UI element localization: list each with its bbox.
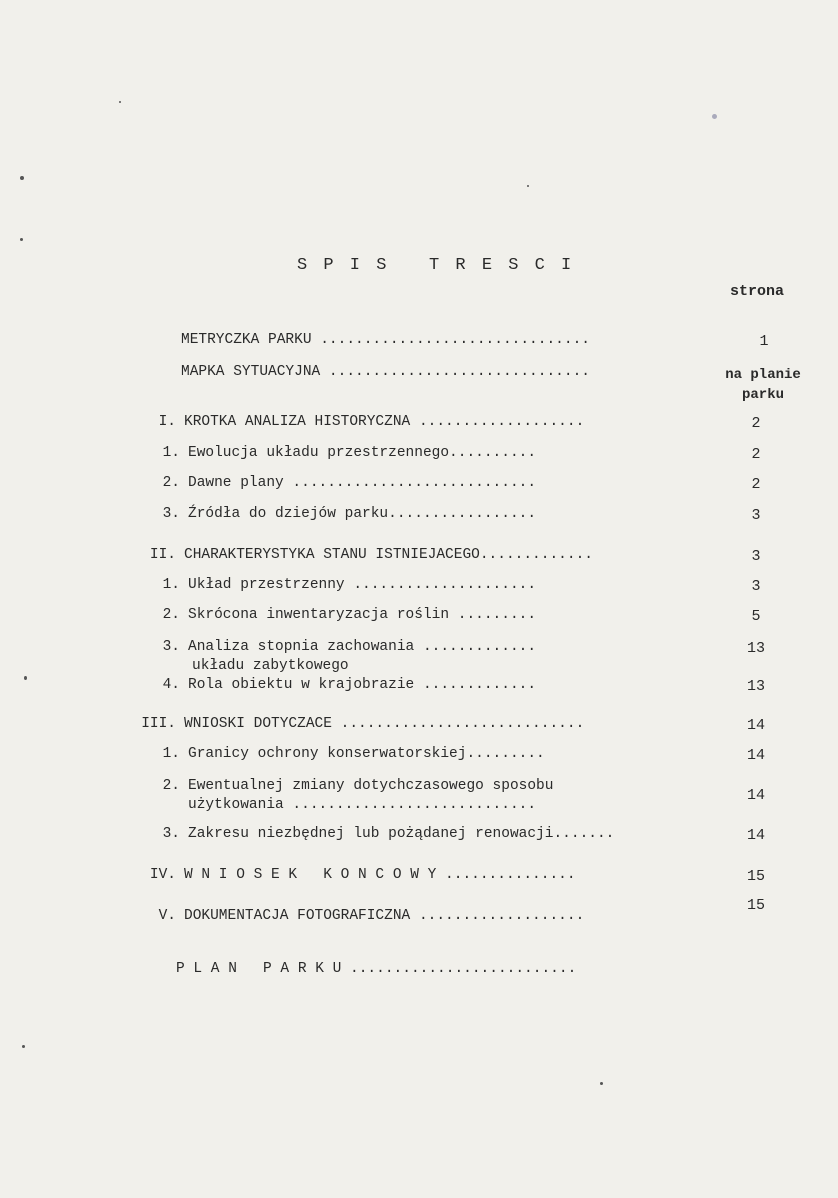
toc-page-number: 14 [746,787,765,804]
toc-entry [132,576,536,595]
toc-section [128,546,593,565]
toc-section-number: I. [158,414,176,430]
toc-entry [132,638,536,676]
toc-entry-text: Granicy ochrony konserwatorskiej......... [188,746,545,762]
toc-entry [132,676,536,695]
toc-page-number: 14 [746,827,765,844]
scan-speck [20,238,23,241]
toc-entry [132,825,614,844]
toc-entry-text: WNIOSKI DOTYCZACE ............................ [184,716,585,732]
toc-entry-text: Źródła do dziejów parku................. [188,506,537,522]
toc-section [128,866,576,885]
toc-section-number: V. [158,908,176,924]
toc-entry-text: P L A N P A R K U .......................... [176,961,577,977]
toc-entry-text: Dawne plany ............................ [188,475,537,491]
toc-page-number: 13 [746,678,765,695]
toc-page-number: 2 [751,476,761,493]
toc-page-number: 15 [746,897,765,914]
toc-entry-text: Układ przestrzenny ..................... [188,577,537,593]
scan-speck [527,185,529,187]
toc-page-number: 14 [746,747,765,764]
toc-page-number: 13 [746,640,765,657]
toc-entry-number: 3. [162,826,180,842]
toc-entry [181,331,590,350]
scan-speck [119,101,121,103]
toc-page-number: 15 [746,868,765,885]
toc-entry [132,745,545,764]
scan-speck [24,676,27,680]
toc-entry-text: Rola obiektu w krajobrazie ............. [188,677,537,693]
toc-page-number: 3 [751,548,761,565]
toc-entry [132,505,536,524]
toc-entry-text: Zakresu niezbędnej lub pożądanej renowacji....... [188,826,615,842]
toc-entry-text-continuation: użytkowania ............................ [188,797,537,813]
toc-entry-number: 1. [162,445,180,461]
toc-page-number: 2 [751,446,761,463]
toc-entry-number: 2. [162,778,180,794]
scan-speck [600,1082,603,1085]
toc-entry-text-continuation: układu zabytkowego [192,658,349,674]
toc-entry-number: 2. [162,607,180,623]
scan-speck [22,1045,25,1048]
toc-entry-number: 3. [162,639,180,655]
toc-entry [132,444,536,463]
toc-section [128,907,584,926]
toc-page-number: na planie parku [725,367,801,403]
toc-page-number: 2 [751,415,761,432]
toc-entry-number: 2. [162,475,180,491]
toc-entry [181,363,590,382]
toc-entry-text: CHARAKTERYSTYKA STANU ISTNIEJACEGO............. [184,547,593,563]
toc-entry-text: METRYCZKA PARKU ............................... [181,332,590,348]
toc-entry [132,606,536,625]
toc-entry-number: 3. [162,506,180,522]
toc-entry-text: Ewolucja układu przestrzennego.......... [188,445,537,461]
toc-entry-text: DOKUMENTACJA FOTOGRAFICZNA ................... [184,908,585,924]
toc-entry-text: KROTKA ANALIZA HISTORYCZNA ................... [184,414,585,430]
toc-entry-text: MAPKA SYTUACYJNA .............................. [181,364,590,380]
scan-speck [712,114,717,119]
toc-entry-text: Analiza stopnia zachowania ............. [188,639,537,655]
toc-entry [132,777,553,815]
toc-page-number: 1 [759,333,769,350]
toc-entry-number: 1. [162,746,180,762]
toc-section-number: IV. [149,867,176,883]
toc-entry [176,960,576,979]
scan-speck [20,176,24,180]
toc-page-number: 3 [751,578,761,595]
toc-entry-number: 1. [162,577,180,593]
toc-section [128,715,584,734]
page-column-label: strona [730,283,785,300]
toc-entry-text: Skrócona inwentaryzacja roślin ......... [188,607,537,623]
toc-entry [132,474,536,493]
page-title: S P I S T R E S C I [297,256,575,275]
toc-entry-text: Ewentualnej zmiany dotychczasowego sposobu [188,778,554,794]
toc-section [128,413,584,432]
toc-page-number: 14 [746,717,765,734]
toc-page-number: 5 [751,608,761,625]
toc-section-number: II. [149,547,176,563]
toc-section-number: III. [141,716,176,732]
toc-page-number: 3 [751,507,761,524]
toc-entry-number: 4. [162,677,180,693]
toc-entry-text: W N I O S E K K O N C O W Y ............... [184,867,576,883]
